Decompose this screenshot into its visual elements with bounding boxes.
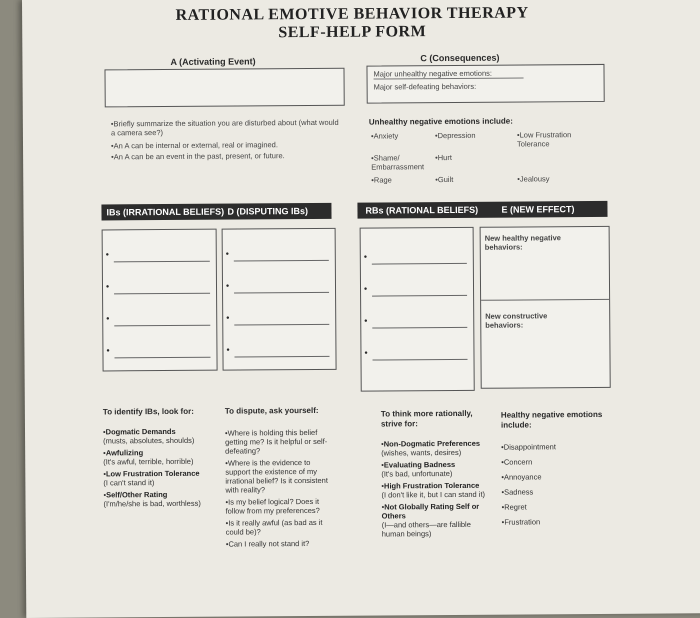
rbs-header: RBs (RATIONAL BELIEFS) — [365, 204, 479, 216]
worksheet-page — [22, 0, 700, 618]
ibs-box[interactable] — [102, 229, 218, 372]
section-a-notes — [111, 118, 341, 162]
rational-item: • High Frustration Tolerance (I don't like it, but I can stand it) — [381, 481, 489, 500]
identify-column — [103, 407, 222, 509]
dispute-header: To dispute, ask yourself: — [224, 405, 319, 416]
healthy-item: • Regret — [502, 502, 612, 512]
healthy-item: • Annoyance — [501, 472, 611, 482]
form-title — [152, 4, 552, 43]
rational-item: • Not Globally Rating Self or Others (I—and others—are fallible human beings) — [382, 502, 490, 539]
new-effect-box[interactable] — [480, 226, 611, 389]
rbs-bullet-1: • — [363, 251, 367, 262]
section-a-label: A (Activating Event) — [170, 56, 256, 67]
d-bullet-2: • — [225, 280, 230, 291]
activating-event-box[interactable] — [104, 68, 344, 108]
identify-item: • Low Frustration Tolerance (I can't stand it) — [103, 469, 221, 488]
unhealthy-emotions-line: Major unhealthy negative emotions: — [373, 69, 523, 80]
rbs-bullet-2: • — [363, 283, 368, 294]
identify-item: • Awfulizing (It's awful, terrible, horrible) — [103, 448, 221, 467]
dispute-item: • Is it really awful (as bad as it could be)? — [226, 518, 338, 537]
dispute-item: • Where is the evidence to support the existence of my irrational belief? Is it consistent with reality? — [225, 458, 337, 495]
rational-item: • Evaluating Badness (It's bad, unfortunate) — [381, 460, 489, 479]
healthy-item: • Concern — [501, 457, 611, 467]
emotion-lft: • Low Frustration Tolerance — [517, 130, 587, 148]
healthy-item: • Frustration — [502, 517, 612, 527]
rational-item: • Non-Dogmatic Preferences (wishes, wants, desires) — [381, 439, 489, 458]
ibs-bullet-4: • — [106, 345, 110, 356]
ibs-bullet-1: • — [105, 249, 109, 260]
d-bullet-4: • — [226, 344, 230, 355]
emotion-depression: • Depression — [435, 131, 476, 140]
emotion-jealousy: • Jealousy — [517, 174, 549, 183]
ibs-bullet-2: • — [105, 281, 110, 292]
ibs-bullet-3: • — [106, 313, 110, 324]
d-header: D (DISPUTING IBs) — [227, 206, 309, 217]
identify-item: • Self/Other Rating (I'm/he/she is bad, worthless) — [103, 490, 221, 509]
note-2: • An A can be internal or external, real or imagined. — [111, 140, 341, 151]
emotion-guilt: • Guilt — [435, 175, 453, 184]
title-line-2: SELF-HELP FORM — [278, 23, 427, 42]
effect-divider — [481, 299, 609, 301]
dispute-item: • Can I really not stand it? — [226, 539, 338, 549]
d-bullet-3: • — [226, 312, 230, 323]
new-constructive-label: New constructive behaviors: — [485, 311, 548, 330]
disputing-box[interactable] — [222, 228, 337, 371]
unhealthy-emotions-header: Unhealthy negative emotions include: — [368, 116, 513, 127]
e-header: E (NEW EFFECT) — [501, 204, 575, 215]
d-bullet-1: • — [225, 248, 229, 259]
rational-column — [381, 409, 490, 539]
rbs-box[interactable] — [360, 227, 475, 392]
dispute-column — [225, 406, 338, 549]
emotion-hurt: • Hurt — [435, 153, 452, 162]
healthy-item: • Sadness — [501, 487, 611, 497]
identify-item: • Dogmatic Demands (musts, absolutes, shoulds) — [103, 427, 221, 446]
emotion-shame: • Shame/ Embarrassment — [371, 153, 431, 171]
emotion-rage: • Rage — [371, 175, 392, 184]
healthy-header: Healthy negative emotions include: — [500, 409, 603, 430]
new-healthy-label: New healthy negative behaviors: — [484, 233, 561, 252]
right-header-bar — [357, 201, 607, 219]
self-defeating-behaviors-line: Major self-defeating behaviors: — [373, 81, 477, 92]
emotion-anxiety: • Anxiety — [371, 131, 398, 140]
healthy-item: • Disappointment — [501, 442, 611, 452]
dispute-item: • Is my belief logical? Does it follow from my preferences? — [225, 497, 337, 516]
consequences-box[interactable] — [366, 64, 604, 104]
title-line-1: RATIONAL EMOTIVE BEHAVIOR THERAPY — [175, 4, 529, 24]
section-c-label: C (Consequences) — [420, 52, 500, 64]
note-3: • An A can be an event in the past, present, or future. — [111, 151, 341, 162]
left-header-bar — [101, 203, 331, 221]
rational-header: To think more rationally, strive for: — [380, 408, 473, 429]
identify-header: To identify IBs, look for: — [102, 406, 194, 417]
ibs-header: IBs (IRRATIONAL BELIEFS) — [106, 206, 225, 218]
dispute-item: • Where is holding this belief getting me? Is it helpful or self-defeating? — [225, 428, 337, 456]
rbs-bullet-4: • — [364, 347, 368, 358]
note-1: • Briefly summarize the situation you are disturbed about (what would a camera see?) — [111, 118, 341, 138]
healthy-column — [501, 410, 612, 527]
rbs-bullet-3: • — [364, 315, 368, 326]
